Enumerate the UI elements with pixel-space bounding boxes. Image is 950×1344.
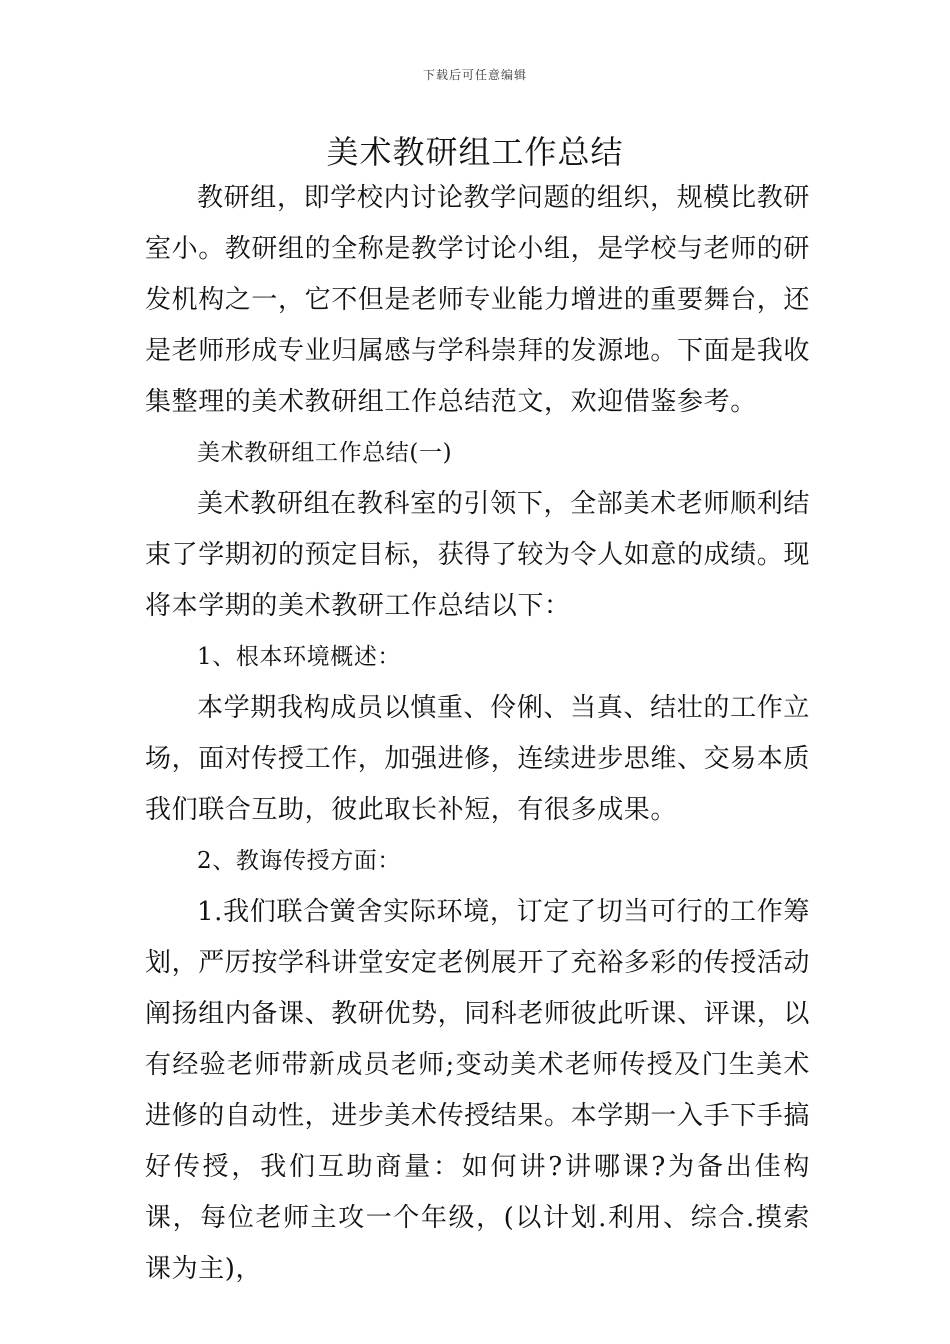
subsection-heading-2: 2、教诲传授方面：	[197, 848, 402, 874]
header-note: 下载后可任意编辑	[422, 68, 527, 82]
document-body	[145, 173, 810, 1295]
page-title: 美术教研组工作总结	[326, 133, 624, 171]
intro-paragraph: 教研组，即学校内讨论教学问题的组织，规模比教研室小。教研组的全称是教学讨论小组，是学校与老师的研发机构之一，它不但是老师专业能力增进的重要舞台，还是老师形成专业归属感与学科崇拜的发源地。下面是我收集整理的美术教研组工作总结范文，欢迎借鉴参考。	[145, 183, 811, 417]
section-heading: 美术教研组工作总结(一)	[197, 440, 453, 466]
teaching-paragraph: 1.我们联合黉舍实际环境，订定了切当可行的工作筹划，严厉按学科讲堂安定老例展开了充裕多彩的传授活动阐扬组内备课、教研优势，同科老师彼此听课、评课，以有经验老师带新成员老师;变动美术老师传授及门生美术进修的自动性，进步美术传授结果。本学期一入手下手搞好传授，我们互助商量：如何讲?讲哪课?为备出佳构课，每位老师主攻一个年级，(以计划.利用、综合.摸索课为主)，	[145, 897, 811, 1284]
subsection-heading-1: 1、根本环境概述：	[197, 644, 402, 670]
overview-paragraph: 本学期我构成员以慎重、伶俐、当真、结壮的工作立场，面对传授工作，加强进修，连续进步思维、交易本质我们联合互助，彼此取长补短，有很多成果。	[145, 693, 811, 825]
summary-paragraph: 美术教研组在教科室的引领下，全部美术老师顺利结束了学期初的预定目标，获得了较为令人如意的成绩。现将本学期的美术教研工作总结以下：	[145, 489, 811, 621]
